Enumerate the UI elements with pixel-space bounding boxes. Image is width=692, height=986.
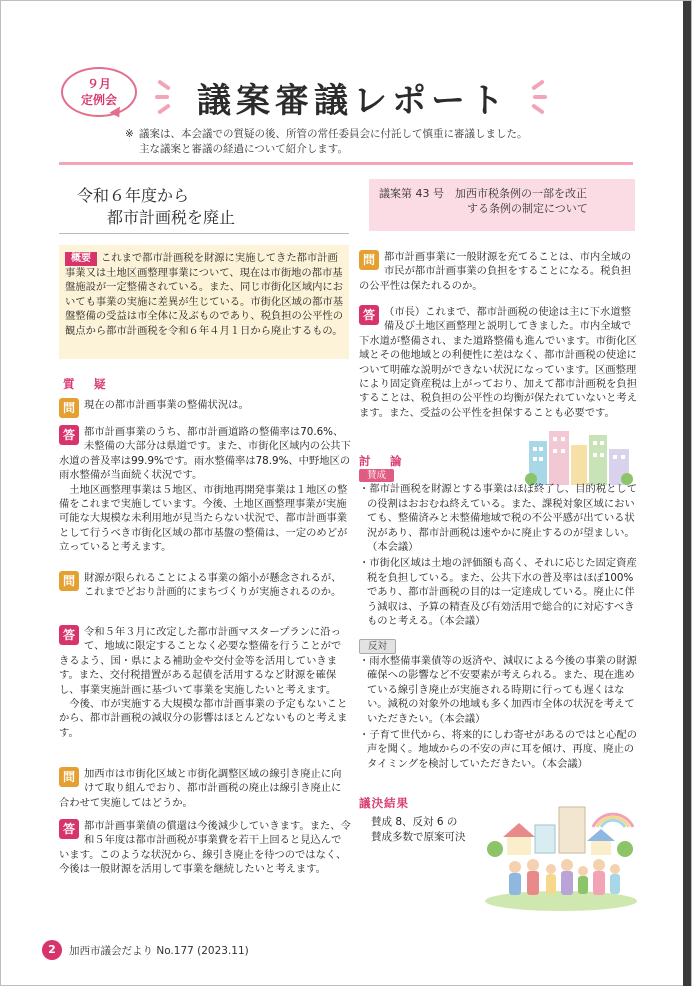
- answer-text-continued: 土地区画整理事業は５地区、市街地再開発事業は１地区の整備をこれまで実施しています。今後、土地区画整理事業が実施可能な大規模な未利用地が見当たらない状況で、都市計画事業として行うべき市街化区域の都市基盤の整備は、一定のめどが立っていると考えます。: [59, 483, 348, 554]
- accent-dash-icon: [157, 79, 171, 90]
- accent-dash-icon: [157, 103, 171, 114]
- qa-answer-1: [59, 425, 351, 555]
- intro-note: [125, 127, 528, 157]
- accent-dash-icon: [531, 103, 545, 114]
- pro-opinion-2: ・市街化区域は土地の評価額も高く、それに応じた固定資産税を負担している。また、公共下水の普及率はほぼ100%であり、都市計画税の目的は一定達成している。廃止に伴う減収は、予算の精査及び有効活用で総合的に対応すべきものと考える。（本会議）: [359, 557, 637, 628]
- result-heading: 議決結果: [359, 796, 409, 810]
- question-icon: 問: [359, 250, 379, 270]
- pro-label: 賛成: [359, 469, 394, 482]
- con-opinion-2: ・子育て世代から、将来的にしわ寄せがあるのではと心配の声を聞く。地域からの不安の声に耳を傾け、再度、廃止のタイミングを検討していただきたい。（本会議）: [359, 729, 638, 770]
- note-mark: ※: [125, 128, 134, 140]
- question-icon: 問: [59, 571, 79, 591]
- question-icon: 問: [59, 398, 79, 418]
- result-line-1: 賛成 8、反対 6 の: [371, 816, 458, 828]
- con-opinion-1: ・雨水整備事業債等の返済や、減収による今後の事業の財源確保への影響など不安要素が考えられる。また、現在進めている線引き廃止が実施される時期に行っても遅くはない。減税の対象外の地域も多く加西市全体の状況を考えていただきたい。（本会議）: [359, 655, 637, 725]
- qa-question-3: [59, 767, 351, 810]
- overview-text: これまで都市計画税を財源に実施してきた都市計画事業又は土地区画整理事業について、現在は市街地の都市基盤施設が一定整備されている。また、同じ市街化区域内においても事業の実施に差異が生じている。市街化区域の都市基盤整備の受益は市全体に及ぶものであり、税負担の公平性の観点から都市計画税を令和６年４月１日から廃止するもの。: [65, 252, 344, 337]
- overview-label: 概要: [65, 252, 97, 266]
- article-title-line-2: 都市計画税を廃止: [107, 208, 236, 227]
- article-title-line-1: 令和６年度から: [77, 186, 190, 205]
- accent-dash-icon: [155, 95, 169, 99]
- badge-month: ９月: [86, 77, 111, 91]
- question-text: 財源が限られることによる事業の縮小が懸念されるが、これまでどおり計画的にまちづくりが実施されるのか。: [84, 572, 342, 599]
- con-section: [359, 639, 639, 771]
- result-text: [371, 815, 466, 845]
- bill-title-line-2: する条例の制定について: [467, 202, 588, 215]
- debate-heading: 討 論: [359, 454, 406, 468]
- qa-question-2: [59, 571, 351, 600]
- bill-title-line-1: 議案第 43 号 加西市税条例の一部を改正: [379, 187, 587, 200]
- qa-answer-3: [59, 819, 351, 877]
- publication-info: 加西市議会だより No.177 (2023.11): [69, 945, 249, 957]
- qa-answer-4: [359, 305, 639, 420]
- accent-dash-icon: [531, 79, 545, 90]
- page-edge-bar: [683, 1, 691, 986]
- qa-question-1: [59, 398, 351, 419]
- answer-text: 都市計画事業のうち、都市計画道路の整備率は70.6%、未整備の大部分は県道です。また、市街化区域内の公共下水道の普及率は99.9%です。雨水整備率は78.9%、中野地区の雨水整備が当面続く状況です。: [59, 426, 351, 482]
- answer-icon: 答: [59, 425, 79, 445]
- accent-dash-icon: [533, 95, 547, 99]
- con-label: 反対: [359, 639, 396, 654]
- qa-question-4: [359, 250, 639, 293]
- question-icon: 問: [59, 767, 79, 787]
- qa-answer-2: [59, 625, 351, 740]
- page-title: 議案審議レポート: [197, 81, 509, 121]
- answer-text: 令和５年３月に改定した都市計画マスタープランに沿って、地域に限定することなく必要な整備を行うことができるよう、国・県による補助金や交付金等を活用していきます。また、交付税措置がある起債を活用するなど財源を確保し、事業実施計画に基づいて事業を実施したいと考えます。: [59, 626, 342, 696]
- question-text: 加西市は市街化区域と市街化調整区域の線引き廃止に向けて取り組んでおり、都市計画税の廃止は線引き廃止に合わせて実施してはどうか。: [59, 768, 342, 809]
- family-town-illustration: [483, 797, 639, 911]
- page-number: 2: [42, 940, 62, 960]
- answer-icon: 答: [59, 625, 79, 645]
- question-text: 都市計画事業に一般財源を充てることは、市内全域の市民が都市計画事業の負担をすることになる。税負担の公平性は保たれるのか。: [359, 251, 632, 292]
- question-text: 現在の都市計画事業の整備状況は。: [84, 399, 249, 411]
- answer-text: （市長）これまで、都市計画税の使途は主に下水道整備及び土地区画整理と説明してきました。市内全域で下水道が整備され、また道路整備も進んでいます。市街化区域とその他地域との利便性に差はなく、都市計画税の使途について明確な説明ができない状況になっています。区画整理により固定資産税は上がっており、加えて都市計画税を負担することは、税負担の公平性の均衡が保たれていないと考えます。また、受益の公平性を担保することも必要です。: [359, 306, 638, 419]
- qa-heading: 質 疑: [63, 377, 110, 391]
- answer-icon: 答: [359, 305, 379, 325]
- bill-box: [369, 179, 635, 231]
- note-line-1: 議案は、本会議での質疑の後、所管の常任委員会に付託して慎重に審議しました。: [139, 128, 528, 140]
- pro-opinion-1: ・都市計画税を財源とする事業はほぼ終了し、目的税としての役割はおおむね終えている。また、課税対象区域においても、整備済みと未整備地域で税の不公平感が出ている状況があり、都市計画税は速やかに廃止するのが望ましい。（本会議）: [359, 483, 638, 554]
- title-underline: [59, 233, 349, 234]
- article-title: [77, 185, 235, 229]
- answer-text-continued: 今後、市が実施する大規模な都市計画事業の予定もないことから、都市計画税の減収分の影響はほとんどないものと考えます。: [59, 698, 348, 739]
- answer-text: 都市計画事業債の償還は今後減少していきます。また、令和５年度は都市計画税が事業費を若干上回ると見込んでいます。このような状況から、線引き廃止を待つのではなく、今後は一般財源を活用して事業を継続したいと考えます。: [59, 820, 351, 876]
- session-badge: [61, 67, 137, 117]
- answer-icon: 答: [59, 819, 79, 839]
- header-divider: [59, 162, 633, 165]
- result-line-2: 賛成多数で原案可決: [371, 831, 466, 843]
- note-line-2: 主な議案と審議の経過について紹介します。: [139, 143, 348, 155]
- pro-section: [359, 468, 639, 628]
- badge-session: 定例会: [80, 93, 117, 107]
- overview-box: [59, 245, 349, 359]
